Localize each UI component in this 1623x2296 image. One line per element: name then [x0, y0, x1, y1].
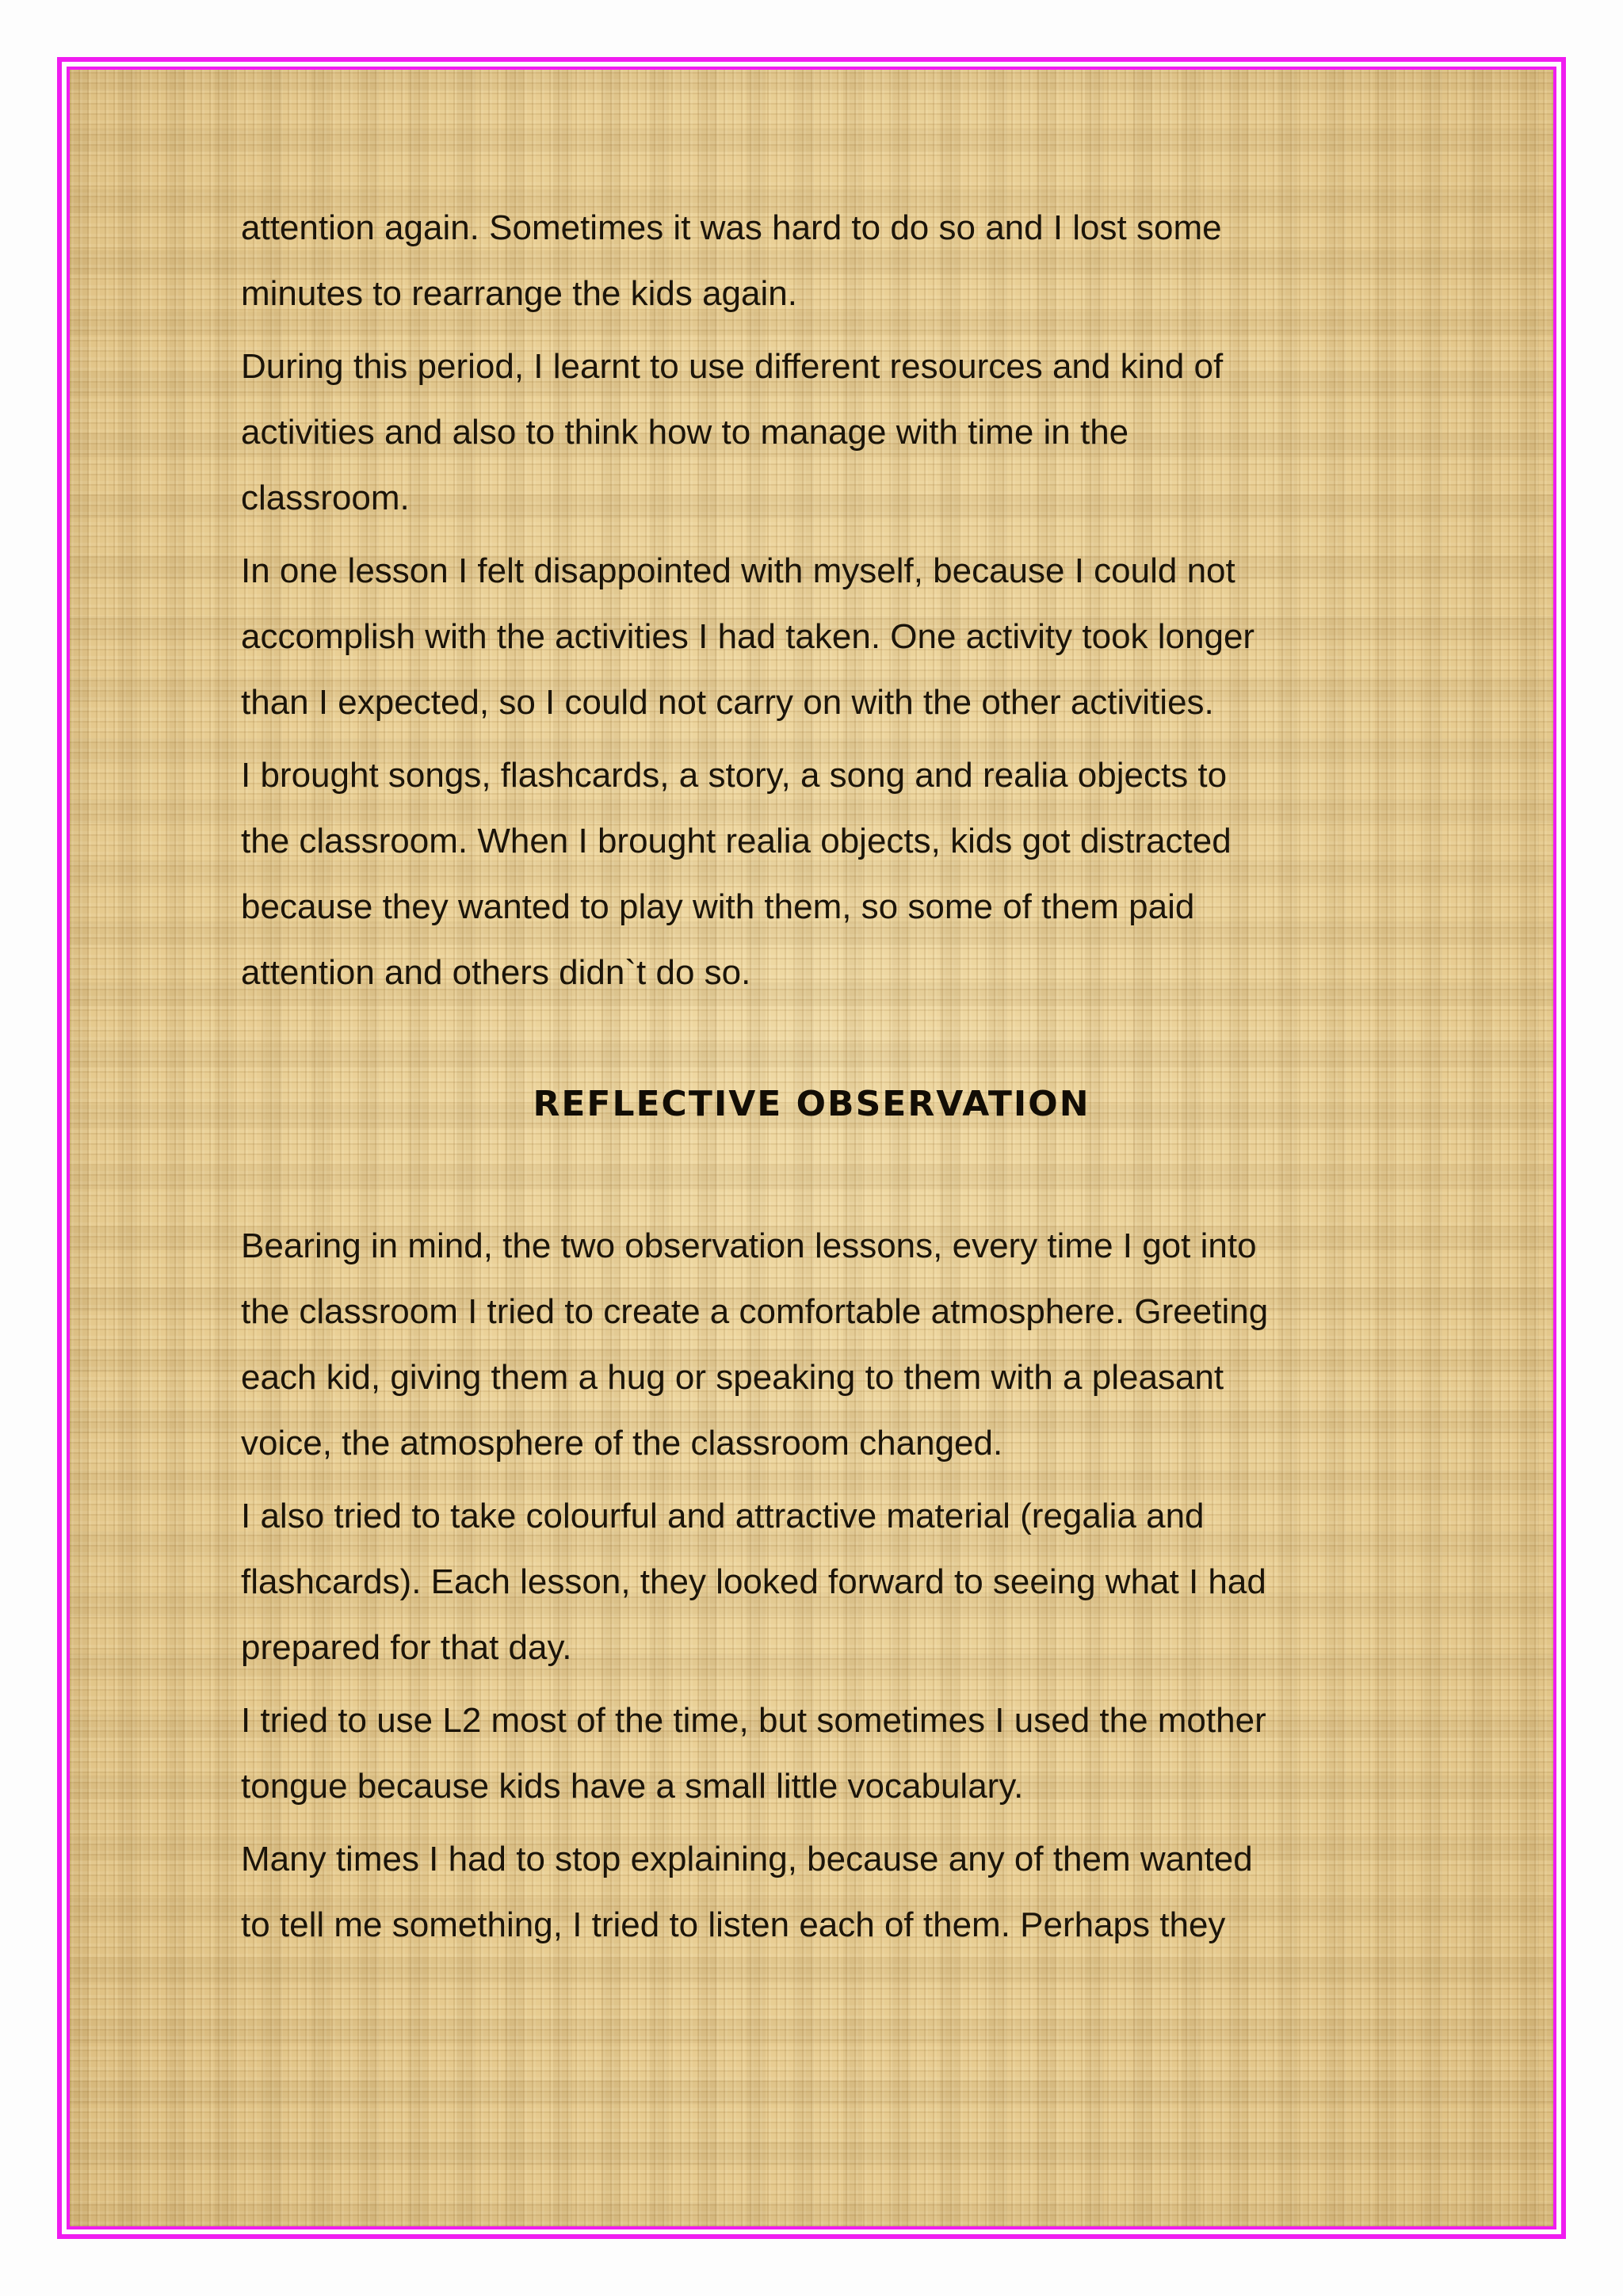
paragraph	[241, 1213, 1382, 1476]
text-line: I also tried to take colourful and attractive material (regalia and	[241, 1497, 1205, 1535]
paragraph	[241, 538, 1382, 735]
paragraph	[241, 742, 1382, 1005]
text-line: minutes to rearrange the kids again.	[241, 274, 797, 313]
text-line: accomplish with the activities I had taken. One activity took longer	[241, 617, 1255, 656]
paragraph	[241, 1688, 1382, 1819]
text-line: Bearing in mind, the two observation lessons, every time I got into	[241, 1226, 1257, 1265]
text-line: each kid, giving them a hug or speaking to them with a pleasant	[241, 1358, 1224, 1397]
document-body	[241, 195, 1382, 1965]
section-before-heading	[241, 195, 1382, 1005]
text-line: In one lesson I felt disappointed with myself, because I could not	[241, 551, 1235, 590]
paragraph	[241, 1483, 1382, 1680]
text-line: I brought songs, flashcards, a story, a song and realia objects to	[241, 756, 1228, 795]
text-line: tongue because kids have a small little vocabulary.	[241, 1767, 1024, 1806]
text-line: During this period, I learnt to use different resources and kind of	[241, 347, 1224, 386]
text-line: the classroom. When I brought realia objects, kids got distracted	[241, 822, 1232, 860]
paragraph	[241, 334, 1382, 531]
text-line: Many times I had to stop explaining, because any of them wanted	[241, 1840, 1253, 1878]
text-line: the classroom I tried to create a comfortable atmosphere. Greeting	[241, 1292, 1269, 1331]
section-after-heading	[241, 1213, 1382, 1958]
text-line: because they wanted to play with them, so some of them paid	[241, 887, 1195, 926]
text-line: flashcards). Each lesson, they looked forward to seeing what I had	[241, 1562, 1266, 1601]
text-line: attention and others didn`t do so.	[241, 953, 751, 992]
text-line: attention again. Sometimes it was hard to do so and I lost some	[241, 208, 1222, 247]
text-line: than I expected, so I could not carry on with the other activities.	[241, 683, 1214, 722]
text-line: voice, the atmosphere of the classroom changed.	[241, 1424, 1003, 1463]
text-line: classroom.	[241, 479, 410, 517]
section-heading: REFLECTIVE OBSERVATION	[533, 1084, 1090, 1124]
text-line: prepared for that day.	[241, 1628, 572, 1667]
paragraph	[241, 1826, 1382, 1958]
text-line: to tell me something, I tried to listen each of them. Perhaps they	[241, 1905, 1226, 1944]
text-line: activities and also to think how to manage with time in the	[241, 413, 1129, 452]
text-line: I tried to use L2 most of the time, but sometimes I used the mother	[241, 1701, 1266, 1740]
paragraph	[241, 195, 1382, 326]
